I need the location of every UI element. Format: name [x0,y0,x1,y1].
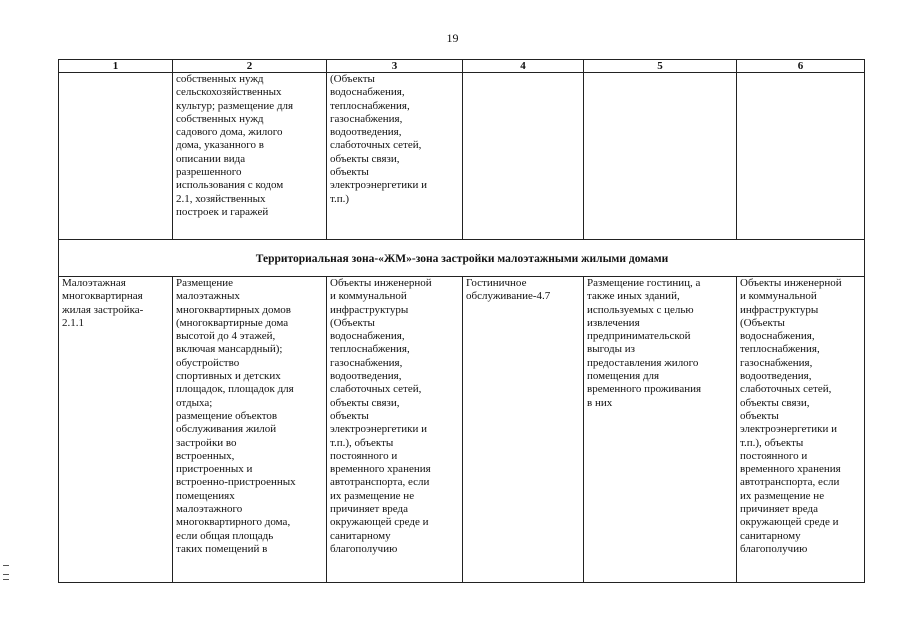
table-cell: Объекты инженерной и коммунальной инфраструктуры (Объекты водоснабжения, теплоснабжения, газоснабжения, водоотведения, слаботочных сетей, объекты связи, объекты электроэнергетики и т.п.), объекты постоянного и временного хранения автотранспорта, если их размещение не причиняет вреда окружающей среде и санитарному благополучию [737,277,865,583]
column-header: 6 [737,60,865,73]
margin-mark [3,574,9,575]
zone-title: Территориальная зона-«ЖМ»-зона застройки малоэтажными жилыми домами [59,240,865,277]
table-cell: Размещение малоэтажных многоквартирных домов (многоквартирные дома высотой до 4 этажей, включая мансардный); обустройство спортивных и детских площадок, площадок для отдыха; размещение объектов обслуживания жилой застройки во встроенных, пристроенных и встроенно-пристроенных помещениях малоэтажного многоквартирного дома, если общая площадь таких помещений в [173,277,327,583]
table-header-row [59,60,865,73]
column-header: 1 [59,60,173,73]
table-row [59,73,865,240]
table-row [59,277,865,583]
column-header: 2 [173,60,327,73]
regulations-table [58,59,865,583]
table-cell [463,73,584,240]
zone-row [59,240,865,277]
page-number: 19 [446,31,459,45]
table-cell [584,73,737,240]
margin-mark [3,565,9,566]
table-cell [59,73,173,240]
table-cell: (Объекты водоснабжения, теплоснабжения, газоснабжения, водоотведения, слаботочных сетей, объекты связи, объекты электроэнергетики и т.п.) [327,73,463,240]
table-cell [737,73,865,240]
table-cell: Гостиничное обслуживание-4.7 [463,277,584,583]
margin-mark [3,579,9,580]
table-cell: Объекты инженерной и коммунальной инфраструктуры (Объекты водоснабжения, теплоснабжения, газоснабжения, водоотведения, слаботочных сетей, объекты связи, объекты электроэнергетики и т.п.), объекты постоянного и временного хранения автотранспорта, если их размещение не причиняет вреда окружающей среде и санитарному благополучию [327,277,463,583]
table-cell: Малоэтажная многоквартирная жилая застройка- 2.1.1 [59,277,173,583]
column-header: 3 [327,60,463,73]
table-cell: собственных нужд сельскохозяйственных культур; размещение для собственных нужд садового дома, жилого дома, указанного в описании вида разрешенного использования с кодом 2.1, хозяйственных построек и гаражей [173,73,327,240]
column-header: 4 [463,60,584,73]
column-header: 5 [584,60,737,73]
table-cell: Размещение гостиниц, а также иных зданий, используемых с целью извлечения предпринимательской выгоды из предоставления жилого помещения для временного проживания в них [584,277,737,583]
